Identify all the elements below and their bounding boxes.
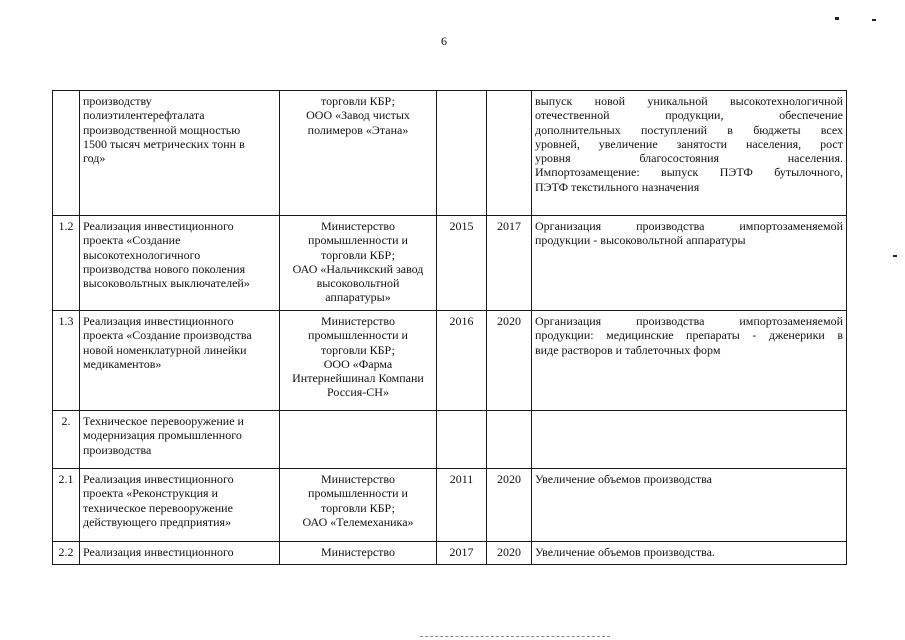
text-line: Интернейшинал Компани <box>292 371 424 386</box>
text-line: Министерство <box>321 219 395 233</box>
scan-speck <box>893 255 897 257</box>
text-line: промышленности и <box>308 486 408 501</box>
start-year <box>437 411 487 469</box>
project-name-cell <box>80 91 280 216</box>
executors-cell <box>280 91 437 216</box>
text-line: полимеров «Этана» <box>307 122 409 137</box>
scan-speck <box>872 19 876 21</box>
text-line: проекта «Создание производства <box>83 328 252 343</box>
text-line: новой номенклатурной линейки <box>83 342 247 357</box>
end-year: 2017 <box>487 216 532 311</box>
project-name-cell <box>80 311 280 411</box>
text-line: ОАО «Нальчикский завод <box>292 261 424 276</box>
start-year: 2016 <box>437 311 487 411</box>
text-line: производственной мощностью <box>83 122 241 137</box>
text-line: торговли КБР; <box>321 500 395 515</box>
executors-cell <box>280 216 437 311</box>
text-line: ООО «Фарма <box>323 356 393 371</box>
text-line: техническое перевооружение <box>83 500 233 515</box>
text-line: отечественной продукции, обеспечение <box>535 108 843 123</box>
text-line: высоковольтных выключателей» <box>83 276 250 291</box>
text-line: высоковольтной <box>316 276 400 291</box>
text-line: Организация производства импортозаменяемой <box>535 314 843 328</box>
text-line: действующего предприятия» <box>83 514 232 529</box>
text-line: торговли КБР; <box>321 247 395 262</box>
text-line: проекта «Создание <box>83 233 181 248</box>
start-year: 2015 <box>437 216 487 311</box>
expected-result-cell <box>532 216 847 311</box>
text-line: полиэтилентерефталата <box>83 108 205 123</box>
text-line: Увеличение объемов производства. <box>535 545 715 559</box>
text-line: промышленности и <box>308 233 408 248</box>
scan-speck <box>835 17 839 20</box>
text-line: уровня благосостояния населения. <box>535 151 843 166</box>
expected-result-cell <box>532 311 847 411</box>
item-number: 1.3 <box>53 311 80 411</box>
table-row <box>53 311 847 411</box>
table-row <box>53 216 847 311</box>
project-name-cell <box>80 216 280 311</box>
program-table <box>52 90 847 565</box>
executors-cell <box>280 411 437 469</box>
text-line: производству <box>83 94 152 108</box>
text-line: Россия-СН» <box>327 385 389 400</box>
start-year: 2017 <box>437 542 487 565</box>
expected-result-cell <box>532 411 847 469</box>
text-line: торговли КБР; <box>321 342 395 357</box>
text-line: Техническое перевооружение и <box>83 414 244 428</box>
table-row <box>53 91 847 216</box>
text-line: высокотехнологичного <box>83 247 201 262</box>
expected-result-cell <box>532 542 847 565</box>
table-row <box>53 469 847 542</box>
table-row <box>53 542 847 565</box>
text-line: Министерство <box>321 545 395 559</box>
text-line: ОАО «Телемеханика» <box>302 514 414 529</box>
page-number: 6 <box>441 34 447 48</box>
text-line: Реализация инвестиционного <box>83 314 234 328</box>
text-line: торговли КБР; <box>321 94 395 108</box>
text-line: Министерство <box>321 472 395 486</box>
item-number: 1.2 <box>53 216 80 311</box>
text-line: выпуск новой уникальной высокотехнологичной <box>535 94 843 108</box>
text-line: Реализация инвестиционного <box>83 472 234 486</box>
executors-cell <box>280 311 437 411</box>
text-line: уровней, увеличение занятости населения, рост <box>535 136 843 151</box>
executors-cell <box>280 469 437 542</box>
text-line: продукции - высоковольтной аппаратуры <box>535 233 746 248</box>
text-line: Реализация инвестиционного <box>83 219 234 233</box>
text-line: Увеличение объемов производства <box>535 472 712 486</box>
item-number: 2.1 <box>53 469 80 542</box>
end-year: 2020 <box>487 469 532 542</box>
text-line: производства <box>83 442 152 457</box>
executors-cell <box>280 542 437 565</box>
text-line: проекта «Реконструкция и <box>83 486 218 501</box>
text-line: Реализация инвестиционного <box>83 545 234 559</box>
start-year: 2011 <box>437 469 487 542</box>
end-year: 2020 <box>487 542 532 565</box>
text-line: Министерство <box>321 314 395 328</box>
end-year <box>487 411 532 469</box>
text-line: аппаратуры» <box>325 290 391 305</box>
text-line: год» <box>83 151 106 166</box>
text-line: Организация производства импортозаменяемой <box>535 219 843 233</box>
table-row <box>53 411 847 469</box>
text-line: промышленности и <box>308 328 408 343</box>
start-year <box>437 91 487 216</box>
item-number: 2.2 <box>53 542 80 565</box>
project-name-cell <box>80 411 280 469</box>
expected-result-cell <box>532 91 847 216</box>
expected-result-cell <box>532 469 847 542</box>
text-line: медикаментов» <box>83 356 162 371</box>
text-line: 1500 тысяч метрических тонн в <box>83 136 245 151</box>
item-number <box>53 91 80 216</box>
item-number: 2. <box>53 411 80 469</box>
text-line: Импортозамещение: выпуск ПЭТФ бутылочного, <box>535 165 843 180</box>
scan-edge-mark <box>420 636 610 639</box>
text-line: производства нового поколения <box>83 261 246 276</box>
text-line: ПЭТФ текстильного назначения <box>535 179 700 194</box>
text-line: ООО «Завод чистых <box>306 108 410 123</box>
text-line: виде растворов и таблеточных форм <box>535 342 721 357</box>
text-line: продукции: медицинские препараты - дженерики в <box>535 328 843 343</box>
project-name-cell <box>80 542 280 565</box>
project-name-cell <box>80 469 280 542</box>
text-line: дополнительных поступлений в бюджеты всех <box>535 122 843 137</box>
text-line: модернизация промышленного <box>83 428 242 443</box>
end-year: 2020 <box>487 311 532 411</box>
end-year <box>487 91 532 216</box>
